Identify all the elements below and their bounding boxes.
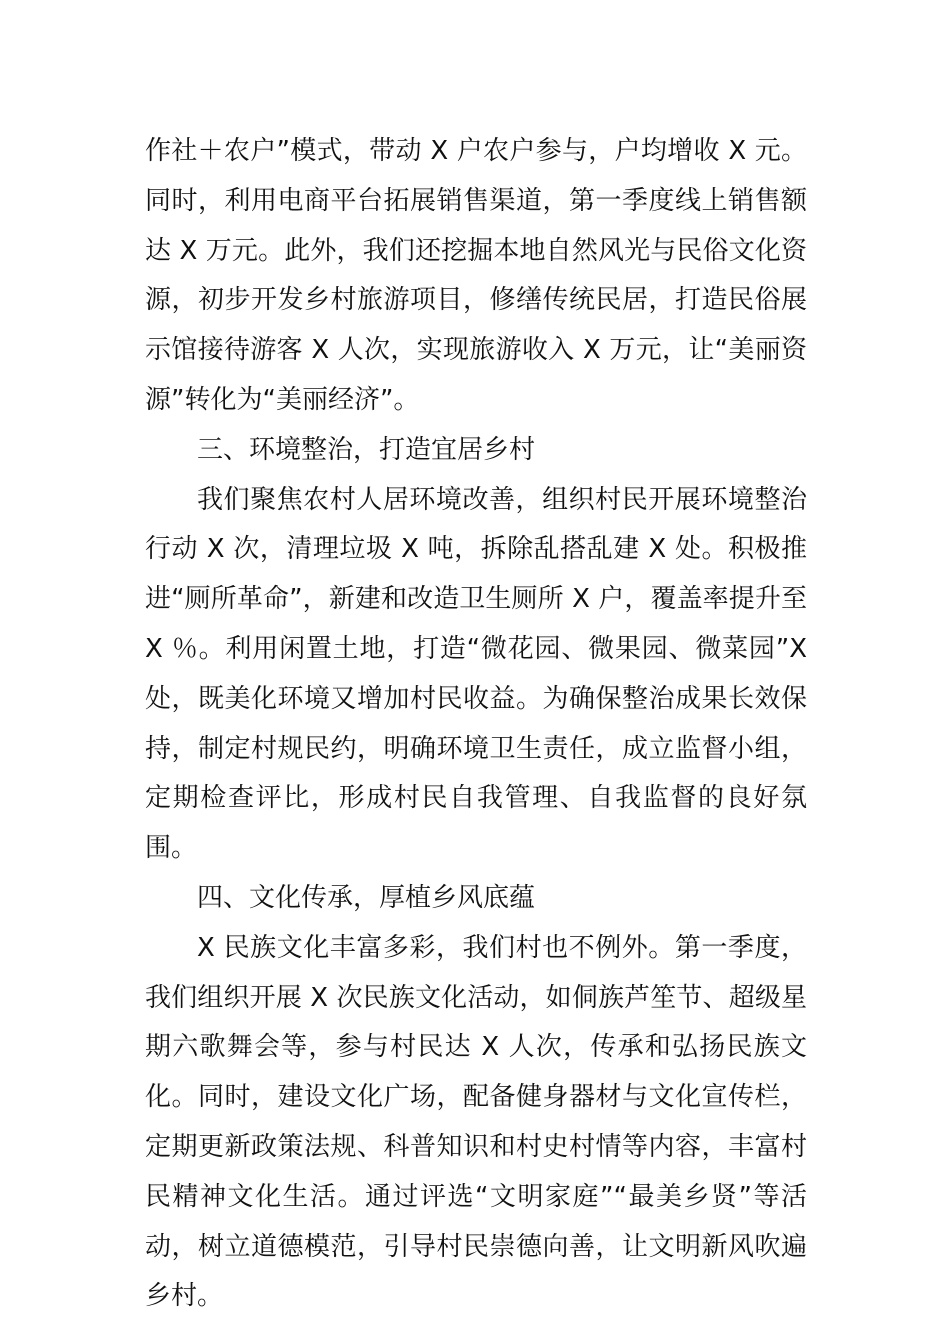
paragraph-culture: X 民族文化丰富多彩，我们村也不例外。第一季度，我们组织开展 X 次民族文化活动，如侗族芦笙节、超级星期六歌舞会等，参与村民达 X 人次，传承和弘扬民族文化。同时，建设文化广场，配备健身器材与文化宣传栏，定期更新政策法规、科普知识和村史村情等内容，丰富村民精神文化生活。通过评选“文明家庭”“最美乡贤”等活动，树立道德模范，引导村民崇德向善，让文明新风吹遍乡村。	[145, 932, 807, 1312]
section-heading-3: 三、环境整治，打造宜居乡村	[197, 434, 536, 465]
paragraph-continuation: 作社＋农户”模式，带动 X 户农户参与，户均增收 X 元。同时，利用电商平台拓展销售渠道，第一季度线上销售额达 X 万元。此外，我们还挖掘本地自然风光与民俗文化资源，初步开发乡村旅游项目，修缮传统民居，打造民俗展示馆接待游客 X 人次，实现旅游收入 X 万元，让“美丽资源”转化为“美丽经济”。	[145, 136, 807, 415]
paragraph-environment: 我们聚焦农村人居环境改善，组织村民开展环境整治行动 X 次，清理垃圾 X 吨，拆除乱搭乱建 X 处。积极推进“厕所革命”，新建和改造卫生厕所 X 户，覆盖率提升至 X ％。利用闲置土地，打造“微花园、微果园、微菜园”X 处，既美化环境又增加村民收益。为确保整治成果长效保持，制定村规民约，明确环境卫生责任，成立监督小组，定期检查评比，形成村民自我管理、自我监督的良好氛围。	[145, 484, 807, 864]
section-heading-4: 四、文化传承，厚植乡风底蕴	[197, 882, 536, 913]
document-body	[145, 127, 807, 1322]
